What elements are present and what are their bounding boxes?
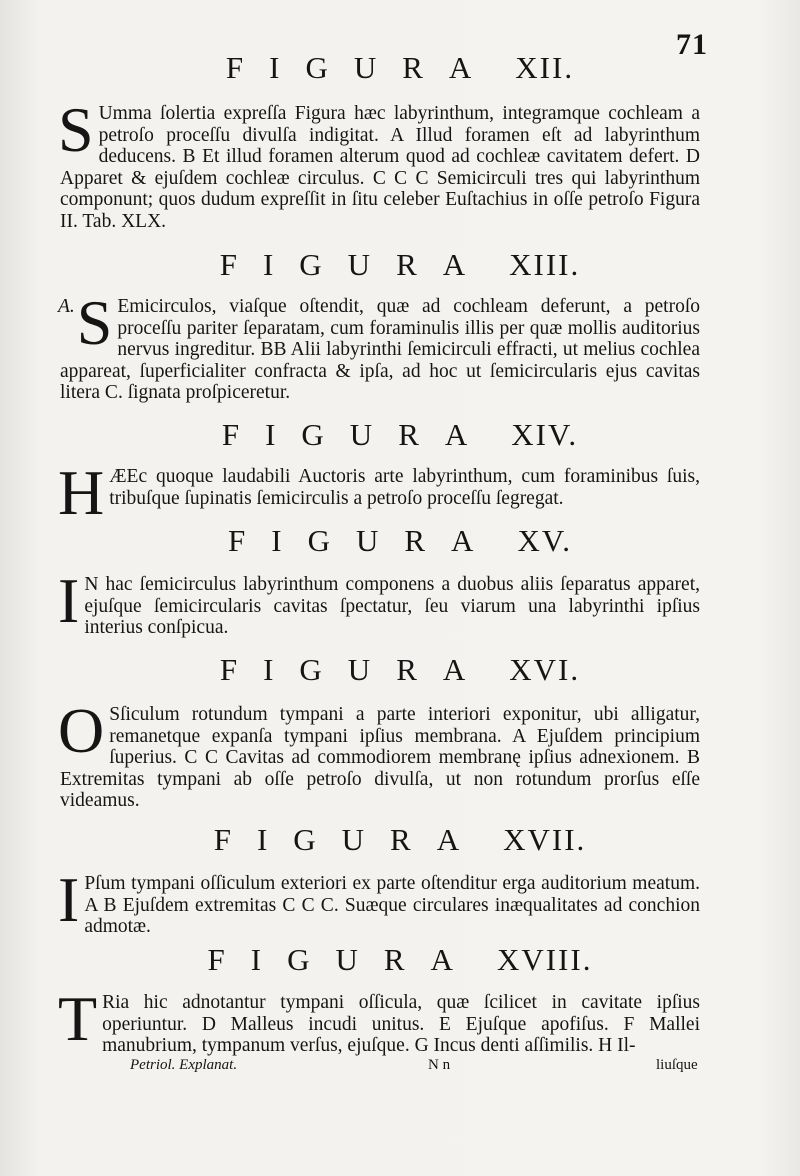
heading-word: FIGURA — [219, 652, 492, 687]
paragraph-text: Sſiculum rotundum tympani a parte interiori exponitur, ubi alligatur, remanetque expanſa tympani ipſius membrana. A Ejuſdem principium ſuperius. C C Cavitas ad commodiorem membranę ipſius adnexionem. B Extremitas tympani ab oſſe petroſo divulſa, ut non rotundum prorſus eſſe videamus. — [60, 704, 700, 812]
drop-cap: T — [58, 983, 98, 1054]
paragraph-lead-label: A. — [58, 296, 75, 317]
paragraph-xii — [58, 94, 700, 233]
drop-cap: I — [58, 864, 80, 935]
heading-word: FIGURA — [228, 523, 500, 558]
paragraph-xv — [58, 565, 700, 639]
paragraph-xvii — [58, 864, 700, 938]
paragraph-text: Emicirculos, viaſque oſtendit, quæ ad cochleam deferunt, a petroſo proceſſu pariter ſeparatam, cum foraminulis illis per quæ mollis auditorius nervus ingreditur. BB Alii labyrinthi ſemicirculi effracti, ut melius cochlea appareat, ſuperficialiter confracta & ipſa, ad hoc ut ſemicircularis ejus cavitas litera C. ſignata proſpiceretur. — [60, 296, 700, 404]
figure-heading-xvi — [0, 652, 800, 688]
heading-numeral: XII. — [515, 50, 575, 85]
running-footer-title: Petriol. Explanat. — [130, 1057, 238, 1073]
page-number: 71 — [676, 28, 708, 61]
paragraph-text: Ria hic adnotantur tympani oſſicula, quæ ſcilicet in cavitate ipſius operiuntur. D Malleus incudi unitus. E Ejuſque apofiſus. F Mallei manubrium, tympanum verſus, ejuſque. G Incus denti aſſimilis. H Il- — [102, 992, 700, 1057]
drop-cap: H — [58, 457, 105, 528]
drop-cap: I — [58, 565, 80, 636]
heading-numeral: XVIII. — [496, 942, 593, 977]
paragraph-text: Umma ſolertia expreſſa Figura hæc labyrinthum, integramque cochleam a petroſo proceſſu divulſa indigitat. A Illud foramen eſt ad labyrinthum deducens. B Et illud foramen alterum quod ad cochleæ cavitatem defert. D Apparet & ejuſdem cochleæ circulus. C C C Semicirculi tres qui labyrinthum componunt; quos dudum expreſſit in ſitu celeber Euſtachius in oſſe petroſo Figura II. Tab. XLX. — [60, 103, 700, 232]
heading-word: FIGURA — [219, 247, 492, 282]
heading-numeral: XVI. — [509, 652, 581, 687]
figure-heading-xiv — [0, 417, 800, 453]
paragraph-text: ÆEc quoque laudabili Auctoris arte labyrinthum, cum foraminibus ſuis, tribuſque ſupinatis ſemicirculis a petroſo proceſſu ſegregat. — [109, 466, 700, 509]
heading-numeral: XIII. — [509, 247, 581, 282]
heading-numeral: XVII. — [503, 822, 587, 857]
drop-cap: O — [58, 695, 105, 766]
paragraph-xiii — [58, 287, 700, 404]
catchword: liuſque — [656, 1057, 698, 1073]
paragraph-xviii — [58, 983, 700, 1057]
signature-mark: N n — [428, 1057, 451, 1073]
paragraph-text: Pſum tympani oſſiculum exteriori ex parte oſtenditur erga auditorium meatum. A B Ejuſdem extremitas C C C. Suæque circulares inæqualitates ad conchion admotæ. — [84, 873, 700, 938]
heading-word: FIGURA — [213, 822, 486, 857]
paragraph-xiv — [58, 457, 700, 528]
figure-heading-xiii — [0, 247, 800, 283]
heading-numeral: XV. — [517, 523, 572, 558]
paragraph-text: N hac ſemicirculus labyrinthum componens a duobus aliis ſeparatus apparet, ejuſque ſemicircularis cavitas ſpectatur, ſeu viarum una labyrinthi ipſius interius conſpicua. — [84, 574, 700, 639]
figure-heading-xvii — [0, 822, 800, 858]
heading-word: FIGURA — [225, 50, 498, 85]
figure-heading-xviii — [0, 942, 800, 978]
heading-numeral: XIV. — [511, 417, 579, 452]
figure-heading-xv — [0, 523, 800, 559]
drop-cap: S — [76, 287, 113, 358]
paragraph-xvi — [58, 695, 700, 812]
figure-heading-xii — [0, 50, 800, 86]
drop-cap: S — [58, 94, 94, 165]
heading-word: FIGURA — [221, 417, 494, 452]
heading-word: FIGURA — [207, 942, 479, 977]
